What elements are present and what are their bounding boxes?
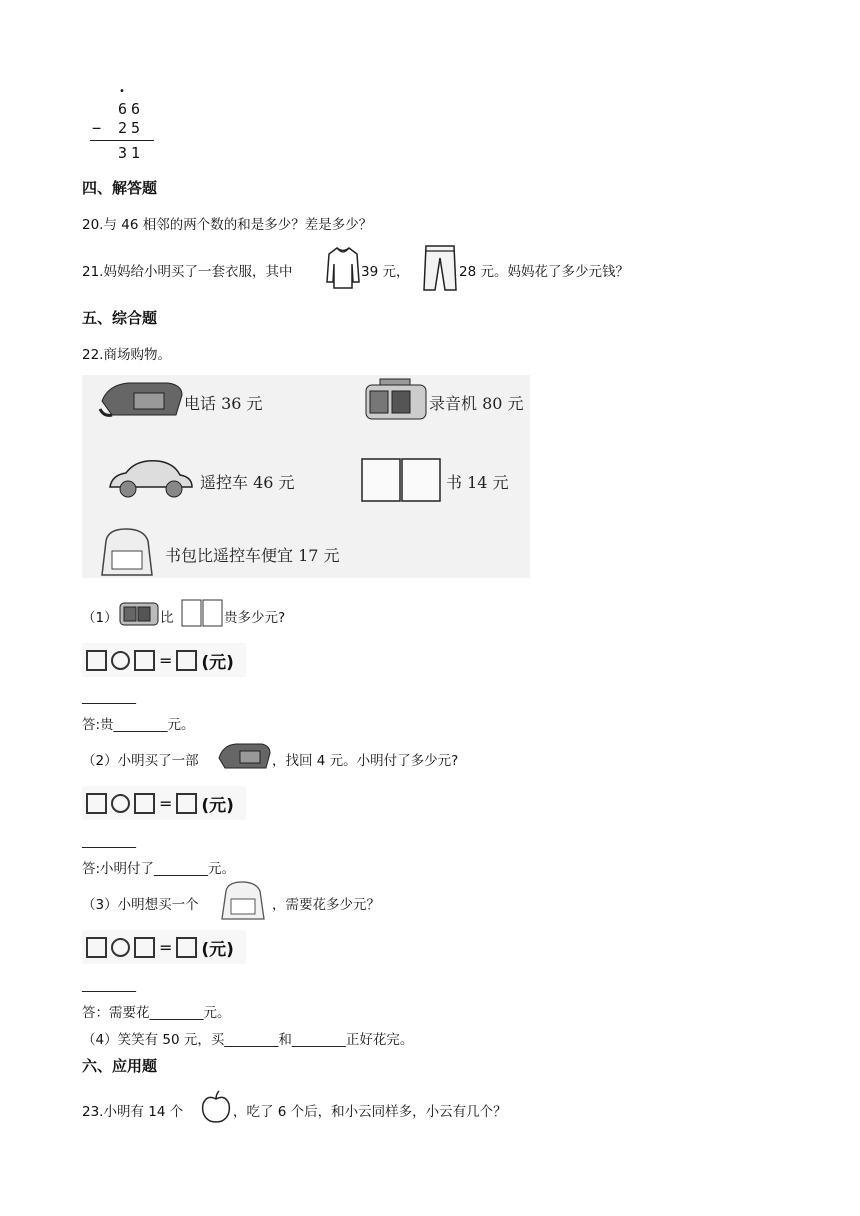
- answer-2: 答:小明付了________元。: [82, 861, 236, 877]
- equals-sign: =: [159, 650, 173, 670]
- answer-box[interactable]: [176, 937, 197, 958]
- telephone-icon: [98, 379, 184, 419]
- formula-template-2: [82, 786, 246, 820]
- answer-1: 答:贵________元。: [82, 717, 195, 733]
- unit-label: (元): [201, 795, 234, 816]
- sub1-suffix: 贵多少元?: [224, 610, 286, 626]
- question-22: 22.商场购物。: [82, 347, 171, 363]
- section4-title: 四、解答题: [82, 179, 158, 197]
- result: 31: [118, 144, 145, 162]
- answer-box[interactable]: [134, 650, 155, 671]
- answer-line-3[interactable]: ________: [82, 977, 136, 993]
- label-recorder: 录音机 80 元: [429, 394, 524, 413]
- question-21: [82, 260, 292, 280]
- schoolbag-small-icon: [218, 879, 272, 923]
- sub3-prefix: （3）小明想买一个: [82, 897, 199, 913]
- answer-line-1[interactable]: ________: [82, 689, 136, 705]
- apple-icon: [199, 1090, 233, 1124]
- book-icon: [358, 455, 444, 505]
- label-book: 书 14 元: [446, 473, 509, 492]
- sub3-suffix: ，需要花多少元？: [272, 897, 380, 913]
- label-phone: 电话 36 元: [184, 394, 263, 413]
- answer-3: 答：需要花________元。: [82, 1005, 231, 1021]
- answer-box[interactable]: [176, 793, 197, 814]
- vertical-subtraction: [88, 86, 158, 167]
- sub1-mid: 比: [160, 610, 174, 626]
- q23-text-2: ，吃了 6 个后，和小云同样多，小云有几个？: [233, 1104, 507, 1120]
- equals-sign: =: [159, 937, 173, 957]
- q21-text-1: 21.妈妈给小明买了一套衣服，其中: [82, 264, 293, 280]
- q23-text-1: 23.小明有 14 个: [82, 1104, 184, 1120]
- carry-dot: •: [119, 86, 125, 97]
- sub-question-1: [82, 606, 118, 626]
- q21-price-2: 28 元。妈妈花了多少元钱？: [459, 264, 629, 280]
- label-bag: 书包比遥控车便宜 17 元: [165, 546, 340, 565]
- telephone-small-icon: [216, 740, 272, 772]
- sub2-prefix: （2）小明买了一部: [82, 753, 199, 769]
- formula-template-1: [82, 643, 246, 677]
- formula-template-3: [82, 930, 246, 964]
- operator-circle[interactable]: [111, 938, 130, 957]
- minuend: 66: [118, 100, 145, 118]
- answer-box[interactable]: [176, 650, 197, 671]
- answer-box[interactable]: [86, 937, 107, 958]
- section5-title: 五、综合题: [82, 309, 158, 327]
- unit-label: (元): [201, 939, 234, 960]
- answer-box[interactable]: [86, 650, 107, 671]
- schoolbag-icon: [96, 525, 162, 579]
- answer-box[interactable]: [134, 793, 155, 814]
- book-small-icon: [180, 598, 224, 628]
- calc-rule: [90, 140, 154, 141]
- sub1-prefix: （1）: [82, 610, 118, 626]
- trousers-icon: [420, 242, 460, 294]
- minus-sign: −: [92, 119, 106, 137]
- operator-circle[interactable]: [111, 794, 130, 813]
- cassette-recorder-icon: [362, 377, 430, 423]
- q21-price-1: 39 元，: [361, 264, 410, 280]
- section6-title: 六、应用题: [82, 1057, 158, 1075]
- equals-sign: =: [159, 793, 173, 813]
- label-car: 遥控车 46 元: [200, 473, 295, 492]
- answer-box[interactable]: [86, 793, 107, 814]
- sub2-suffix: ，找回 4 元。小明付了多少元?: [272, 753, 459, 769]
- operator-circle[interactable]: [111, 651, 130, 670]
- subtrahend: 25: [118, 119, 145, 137]
- sub-question-4: （4）笑笑有 50 元，买________和________正好花完。: [82, 1032, 414, 1048]
- toy-car-icon: [106, 457, 196, 501]
- sweater-icon: [325, 244, 361, 292]
- unit-label: (元): [201, 652, 234, 673]
- recorder-small-icon: [118, 597, 160, 629]
- answer-line-2[interactable]: ________: [82, 833, 136, 849]
- question-20: 20.与 46 相邻的两个数的和是多少？差是多少？: [82, 217, 373, 233]
- answer-box[interactable]: [134, 937, 155, 958]
- shop-picture: [82, 375, 530, 578]
